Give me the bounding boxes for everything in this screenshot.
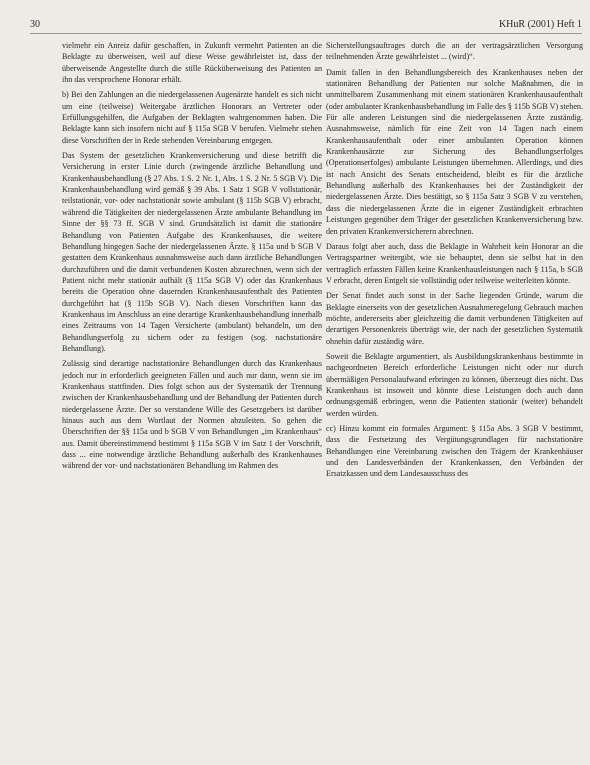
journal-title: KHuR (2001) Heft 1: [498, 19, 582, 30]
page-number: 30: [30, 19, 40, 30]
paragraph: Daraus folgt aber auch, dass die Beklagte in Wahrheit kein Honorar an die Vertragspartner weitergibt, wie sie behauptet, denn sie selbst hat in den vertraglich erfassten Fällen keine Krankenhausleistungen nach § 115a, b SGB V erbracht, deren Entgelt sie vollständig oder teilweise weiterleiten könnte.: [326, 241, 583, 285]
paragraph: vielmehr ein Anreiz dafür geschaffen, in Zukunft vermehrt Patienten an die Beklagte zu überweisen, weil auf diese Weise gewährleistet ist, dass der überweisende Angestellte durch die stille Rücküberweisung des Patienten an ihn das versprochene Honorar erhält.: [62, 41, 322, 85]
paragraph: Sicherstellungsauftrages durch die an der vertragsärztlichen Versorgung teilnehmenden Ärzte gewährleistet ... (wird)“.: [326, 41, 583, 62]
paragraph: b) Bei den Zahlungen an die niedergelassenen Augenärzte handelt es sich nicht um eine (teilweise) Weitergabe ärztlichen Honorars an Vertreter oder Erfüllungsgehilfen, die Aufgaben der Beklagten wahrgenommen haben. Die Beklagte kann sich insofern nicht auf § 115a SGB V berufen. Vielmehr stehen diese Vorschriften der in Rede stehenden Vereinbarung entgegen.: [62, 90, 322, 145]
left-column: [62, 40, 322, 476]
right-column: [326, 40, 583, 484]
paragraph: Damit fallen in den Behandlungsbereich des Krankenhauses neben der stationären Behandlung der Patienten nur solche Maßnahmen, die in unmittelbarem Zusammenhang mit einem stationären Krankenhausaufenthalt (oder ambulanter Krankenhausbehandlung im Falle des § 115b SGB V) stehen. Für alle anderen Leistungen sind die niedergelassenen Ärzte zuständig. Ausnahmsweise, nämlich für eine Zeit von 14 Tagen nach einem Krankenhausaufenthalt oder einer ambulanten Operation können Krankenhausärzte zur Sicherung des Behandlungserfolges (Operationserfolges) ambulante Leistungen übernehmen. Allerdings, und dies ist nach Ansicht des Senats entscheidend, bleibt es für die ärztliche Behandlung außerhalb des Krankenhauses bei der Zuständigkeit der niedergelassenen Ärzte. Dies bestätigt, so § 115a Satz 3 SGB V zu verstehen, dass die niedergelassenen Ärzte die in eigener Zuständigkeit erbrachten Leistungen gegenüber dem Träger der gesetzlichen Krankenversicherung bzw. den privaten Krankenversicherern abrechnen.: [326, 67, 583, 236]
page-header: [30, 19, 582, 34]
paragraph: Zulässig sind derartige nachstationäre Behandlungen durch das Krankenhaus jedoch nur in erforderlich geeigneten Fällen und auch nur dann, wenn sie im Krankenhaus stattfinden. Dies folgt schon aus der Systematik der Trennung zwischen der Krankenhausbehandlung und der Behandlung der Patienten durch niedergelassene Ärzte. Der so verstandene Wille des Gesetzgebers ist darüber hinaus auch aus dem Wortlaut der Normen abzuleiten. So gehen die Überschriften der §§ 115a und b SGB V von Behandlungen „im Krankenhaus“ aus. Damit übereinstimmend bestimmt § 115a SGB V im Satz 1 der Vorschrift, dass ... eine notwendige ärztliche Behandlung außerhalb des Krankenhauses während der vor- und nachstationären Behandlung im Rahmen des: [62, 359, 322, 471]
paragraph: cc) Hinzu kommt ein formales Argument: § 115a Abs. 3 SGB V bestimmt, dass die Festsetzung des Vergütungsgrundlagen für nachstationäre Behandlungen eine Vereinbarung zwischen den Trägern der Krankenhäuser und den Landesverbänden der Krankenkassen, den Verbänden der Ersatzkassen und dem Landesausschuss des: [326, 424, 583, 479]
paragraph: Soweit die Beklagte argumentiert, als Ausbildungskrankenhaus bestimmte in nachgeordneten Bereich erforderliche Leistungen nicht oder nur durch übermäßigen Personalaufwand erbringen zu können, überzeugt dies nicht. Das Krankenhaus ist insoweit und könnte diese Leistungen doch auch dann ordnungsgemäß erbringen, wenn die Patienten stationär (weiter) behandelt werden würden.: [326, 351, 583, 418]
paragraph: Das System der gesetzlichen Krankenversicherung und diese betrifft die Versicherung in erster Linie durch (zwingende ärztliche Behandlung und Krankenhausbehandlung (§ 27 Abs. 1 S. 2 Nr. 1, Abs. 1 S. 2 Nr. 5 SGB V). Die Krankenhausbehandlung wird gemäß § 39 Abs. 1 Satz 1 SGB V vollstationär, teilstationär, vor- oder nachstationär sowie ambulant (§ 115b SGB V) erbracht, während die Tätigkeiten der niedergelassenen Ärzte ambulante Behandlung im Sinne der §§ 73 ff. SGB V sind. Grundsätzlich ist damit die stationäre Behandlung von Patienten Aufgabe des Krankenhauses, die weitere Behandlung hingegen Sache der niedergelassenen Ärzte. § 115a und b SGB V gestatten dem Krankenhaus ausnahmsweise auch dann ärztliche Behandlungen durchzuführen und die damit verbundenen Kosten abzurechnen, wenn sich der Patient nicht mehr stationär aufhält (§ 115a SGB V) oder das Krankenhaus bereits die Operation ohne dauernden Krankenhausaufenthalt des Patienten durchgeführt hat (§ 115b SGB V). Nach diesen Vorschriften kann das Krankenhaus im Anschluss an eine derartige Krankenhausbehandlung innerhalb eines Zeitraums von 14 Tagen Versicherte (ambulant) behandeln, um den Behandlungserfolg zu sichern oder zu festigen (sog. nachstationäre Behandlung).: [62, 151, 322, 353]
paragraph: Der Senat findet auch sonst in der Sache liegenden Gründe, warum die Beklagte einerseits von der gesetzlichen Ausnahmeregelung Gebrauch machen möchte, andererseits aber gleichzeitig die damit verbundenen Tätigkeiten auf derartigen Personenkreis überträgt wie, der nach der gesetzlichen Systematik ohnehin dafür zuständig wäre.: [326, 291, 583, 346]
